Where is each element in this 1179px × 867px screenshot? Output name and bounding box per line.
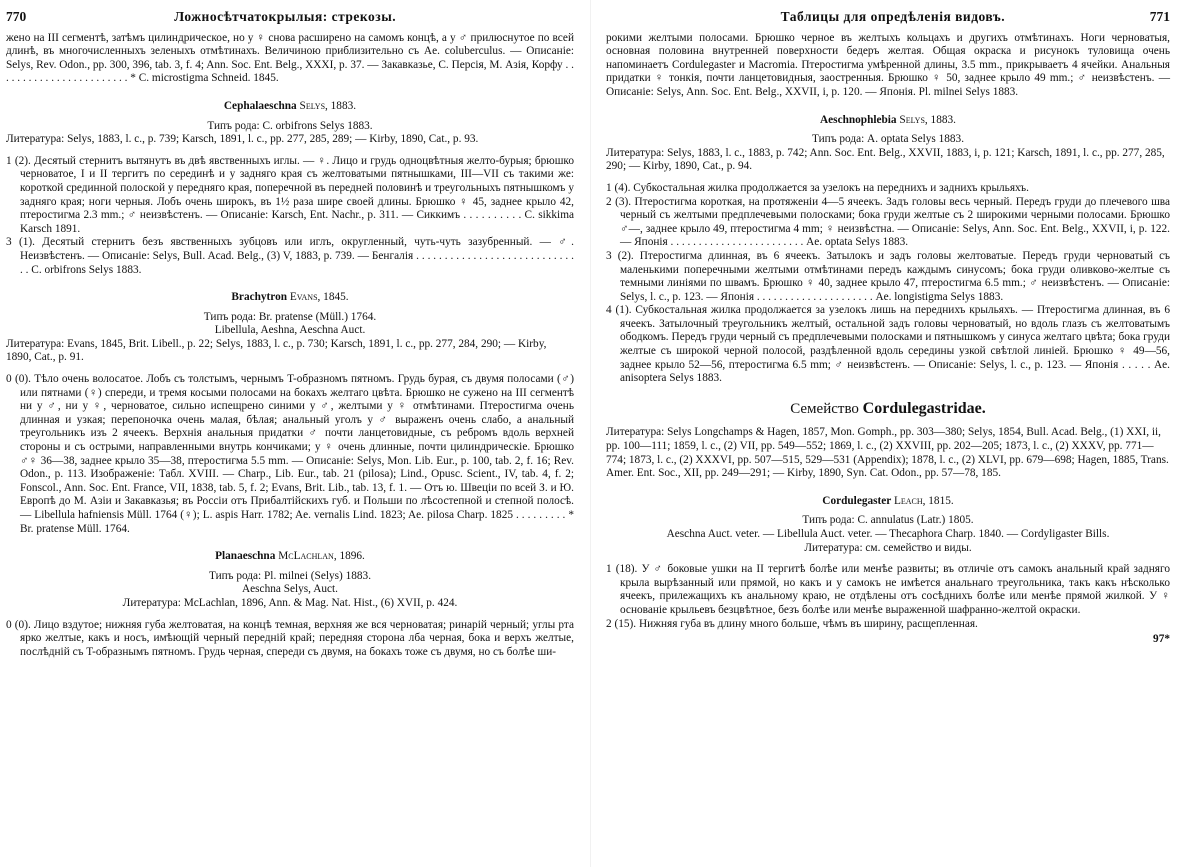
genus-literature: Литература: Selys, 1883, l. c., p. 739; Karsch, 1891, l. c., pp. 277, 285, 289; — Kirby, 1890, Cat., p. 93.	[6, 133, 479, 146]
genus-author: McLachlan, 1896.	[278, 550, 365, 563]
right-intro-text: рокими желтыми полосами. Брюшко черное въ желтыхъ кольцахъ и другихъ отмѣтинахъ. Ноги черноватыя, основная половина внутренней поверхности бедеръ желтая. Общая окраска и рисунокъ туловища очень напоминаетъ Cordulegaster и Macromia. Птеростигма умѣренной длины, 3.5 mm., прикрываетъ 4 ячейки. Анальныя придатки ♀ тонкія, почти ланцетовидныя, заостренныя. Брюшко ♀ 50, заднее крыло 49 mm.; ♂ неизвѣстенъ. — Описаніе: Selys, Ann. Soc. Ent. Belg., XXVII, i, p. 120. — Японія. Pl. milnei Selys 1883.	[606, 31, 1170, 98]
left-running-head	[6, 10, 574, 24]
genus-literature: Литература: см. семейство и виды.	[804, 541, 972, 554]
key-item: 0 (0). Тѣло очень волосатое. Лобъ съ толстымъ, чернымъ T-образномъ пятномъ. Грудь бурая, съ двумя полосами (♂) или пятнами (♀) спереди, и тремя косыми полосами на бокахъ желтаго цвѣта. Брюшко не сужено на III сегментѣ ни у ♂, ни у ♀, черноватое, сильно испещрено синими у ♂, желтыми у ♀ отмѣтинами. Птеростигма очень длинная и узкая; перепоночка очень малая, бѣлая; анальный уголъ у ♂ выраженъ очень слабо, а анальный треугольникъ изъ 2 ячеекъ. Верхнія анальныя придатки ♂ почти ланцетовидные, съ ребромъ вдоль верхней стороны и съ острыми, направленными внутрь кончиками; у ♀ очень длинные, почти цилиндрическіе. Брюшко ♂♀ 36—38, заднее крыло 35—38, птеростигма 5.5 mm. — Описаніе: Selys, Mon. Lib. Eur., p. 100, tab. 2, f. 16; Rev. Odon., p. 113. Изображеніе: Табл. XVIII. — Charp., Lib. Eur., tab. 21 (pilosa); Lind., Opusc. Scient., IV, tab. 4, f. 2; Fonscol., Ann. Soc. Ent. France, VII, 1838, tab. 5, f. 2; Evans, Brit. Lib., tab. 13, f. 1. — Отъ ю. Швеціи по всей З. и Ю. Европѣ до М. Азіи и Закавказья; въ Россіи отъ Прибалтійскихъ губ. и Польши по лѣсостепной и степной полосѣ. — Libellula hafniensis Müll. 1764 (♀); L. aspis Harr. 1782; Ae. vernalis Lind. 1823; Ae. pilosa Charp. 1825 . . . . . . . . . * Br. pratense Müll. 1764.	[6, 373, 574, 535]
left-running-title: Ложносѣтчатокрылыя: стрекозы.	[174, 9, 397, 24]
key-list	[6, 619, 574, 660]
genus-name: Planaeschna	[215, 550, 276, 563]
genus-literature: Литература: McLachlan, 1896, Ann. & Mag. Nat. Hist., (6) XVII, p. 424.	[122, 596, 458, 609]
genus-type: Типъ рода: C. annulatus (Latr.) 1805.	[802, 514, 974, 527]
key-list	[6, 373, 574, 536]
genus-heading	[606, 114, 1170, 128]
genus-type: Типъ рода: Br. pratense (Müll.) 1764.	[203, 310, 377, 323]
genus-name: Brachytron	[231, 291, 288, 304]
page-gutter	[590, 0, 591, 867]
left-page	[6, 6, 574, 659]
genus-type: Типъ рода: A. optata Selys 1883.	[811, 133, 965, 146]
genus-author: Evans, 1845.	[289, 291, 349, 304]
family-literature: Литература: Selys Longchamps & Hagen, 1857, Mon. Gomph., pp. 303—380; Selys, 1854, Bull. Acad. Belg., (1) XXI, ii, pp. 100—111; 1859, l. c., (2) VII, pp. 549—552; 1869, l. c., (2) XXVIII, pp. 202—205; 1873, l. c., (2) XXXV, pp. 771—774; 1873, l. c., (2) XXXVI, pp. 507—515, 529—531 (Appendix); 1878, l. c., (2) XLVI, pp. 679—698; Hagen, 1885, Trans. Amer. Ent. Soc., XII, pp. 249—291; — Kirby, 1890, Syn. Cat. Odon., pp. 57—78, 185.	[606, 426, 1169, 480]
genus-name: Cephalaeschna	[223, 99, 297, 112]
signature-mark: 97*	[1153, 633, 1170, 646]
genus-heading	[6, 550, 574, 564]
genus-heading	[606, 495, 1170, 509]
genus-type: Типъ рода: C. orbifrons Selys 1883.	[207, 119, 373, 132]
key-item: 1 (18). У ♂ боковые ушки на II тергитѣ болѣе или менѣе развиты; въ отличіе отъ самокъ анальный край задняго крыла вырѣзанный или прямой, но какъ и у самокъ не имѣется анальнаго треугольника, такъ какъ нѣсколько ячеекъ, прилежащихъ къ анальному краю, не отдѣлены отъ сосѣднихъ болѣе или менѣе прямой жилкой. У ♀ основаніе крыльевъ безцвѣтное, безъ болѣе или менѣе выраженной шафранно-желтой окраски.	[606, 563, 1170, 616]
genus-literature: Литература: Selys, 1883, l. c., 1883, p. 742; Ann. Soc. Ent. Belg., XXVII, 1883, i, p. 121; Karsch, 1891, l. c., pp. 277, 285, 290; — Kirby, 1890, Cat., p. 94.	[606, 146, 1165, 173]
key-item: 4 (1). Субкостальная жилка продолжается за узелокъ лишь на переднихъ крыльяхъ. — Птеростигма длинная, въ 6 ячеекъ. Затылочный треугольникъ желтый, остальной задъ головы черноватый, но вдоль глазъ съ желтоватымъ ободкомъ. Передъ груди черный съ предплечевыми полосками и пятнышкомъ у синуса желтаго цвѣта; бока груди желтые съ широкой черной полосой, раздѣленной вдоль середины узкой свѣтлой линіей. Брюшко ♀ 49—56, заднее крыло 52—56, птеростигма 6.5 mm; ♂ неизвѣстенъ. — Описаніе: Selys, l. c., p. 123. — Японія . . . . . Ae. anisoptera Selys 1883.	[606, 304, 1170, 385]
key-list	[6, 155, 574, 277]
key-item: 3 (2). Птеростигма длинная, въ 6 ячеекъ. Затылокъ и задъ головы желтоватые. Передъ груди черноватый съ маленькими поперечными желтыми отмѣтинами передъ каждымъ синусомъ; бока груди оливково-желтые съ темными линіями по швамъ. Брюшко ♀ 40, заднее крыло 47, птеростигма 6.5 mm.; ♂ неизвѣстенъ. — Описаніе: Selys, l. c., p. 123. — Японія . . . . . . . . . . . . . . . . . . . . . Ae. longistigma Selys 1883.	[606, 249, 1170, 303]
right-page-number: 771	[1149, 9, 1170, 24]
genus-author: Selys, 1883.	[299, 99, 357, 112]
genus-type: Типъ рода: Pl. milnei (Selys) 1883.	[208, 569, 372, 582]
key-list	[606, 182, 1170, 386]
key-item: 2 (3). Птеростигма короткая, на протяженіи 4—5 ячеекъ. Задъ головы весь черный. Передъ груди до плечевого шва черный съ желтыми предплечевыми полосками; бока груди желтые съ 2 широкими черными полосами. Брюшко ♂—, заднее крыло 49, птеростигма 4 mm; ♀ неизвѣстна. — Описаніе: Selys, Ann. Soc. Ent. Belg., XXVII, i, p. 122. — Японія . . . . . . . . . . . . . . . . . . . . . . . . Ae. optata Selys 1883.	[606, 195, 1170, 249]
right-page	[606, 6, 1170, 647]
key-item: 2 (15). Нижняя губа въ длину много больше, чѣмъ въ ширину, расщепленная.	[606, 617, 978, 630]
genus-heading	[6, 100, 574, 114]
left-intro-text: жено на III сегментѣ, затѣмъ цилиндрическое, но у ♀ снова расширено на самомъ концѣ, а у ♂ прилюснутое по всей длинѣ, въ многочисленныхъ зеленыхъ отмѣтинахъ. Величиною приблизительно съ Ae. coluberculus. — Описаніе: Selys, Rev. Odon., pp. 300, 396, tab. 3, f. 4; Ann. Soc. Ent. Belg., XXXI, p. 37. — Закавказье, С. Персія, М. Азія, Корфу . . . . . . . . . . . . . . . . . . . . . . . . * C. microstigma Schneid. 1845.	[6, 31, 574, 85]
left-page-number: 770	[6, 9, 27, 24]
key-item: 0 (0). Лицо вздутое; нижняя губа желтоватая, на концѣ темная, верхняя же вся черноватая; ринарій черный; углы рта ярко желтые, какъ и носъ, имѣющій черный передній край; передняя сторона лба черная, бока и верхъ желтые, послѣдній съ T-образнымъ пятномъ. Грудь черная, спереди съ двумя, на бокахъ тоже съ двумя, но съ болѣе ши-	[6, 618, 574, 658]
genus-name: Aeschnophlebia	[820, 113, 897, 126]
genus-heading	[6, 291, 574, 305]
genus-name: Cordulegaster	[822, 494, 892, 507]
genus-author: Selys, 1883.	[899, 113, 956, 126]
family-heading	[606, 399, 1170, 417]
key-item: 3 (1). Десятый стернитъ безъ явственныхъ зубцовъ или иглъ, округленный, чуть-чуть зазубренный. — ♂. Неизвѣстенъ. — Описаніе: Selys, Bull. Acad. Belg., (3) V, 1883, p. 739. — Бенгалія . . . . . . . . . . . . . . . . . . . . . . . . . . . . . . C. orbifrons Selys 1883.	[6, 236, 574, 276]
genus-author: Leach, 1815.	[893, 494, 954, 507]
right-running-head	[606, 10, 1170, 24]
key-item: 1 (4). Субкостальная жилка продолжается за узелокъ на переднихъ и заднихъ крыльяхъ.	[606, 181, 1029, 194]
family-name: Cordulegastridae.	[862, 399, 986, 417]
genus-literature: Литература: Evans, 1845, Brit. Libell., p. 22; Selys, 1883, l. c., p. 730; Karsch, 1891, l. c., pp. 277, 284, 290; — Kirby, 1890, Cat., p. 91.	[6, 337, 547, 364]
key-list	[606, 563, 1170, 631]
right-running-title: Таблицы для опредѣленія видовъ.	[780, 9, 1006, 24]
genus-synonyms: Aeschna Selys, Auct.	[241, 583, 338, 596]
genus-synonyms: Libellula, Aeshna, Aeschna Auct.	[214, 324, 366, 337]
genus-synonyms: Aeschna Auct. veter. — Libellula Auct. veter. — Thecaphora Charp. 1840. — Cordyligaster Bills.	[666, 528, 1110, 540]
key-item: 1 (2). Десятый стернитъ вытянутъ въ двѣ явственныхъ иглы. — ♀. Лицо и грудь одноцвѣтныя желто-бурыя; брюшко черноватое, I и II тергитъ по серединѣ и у задняго края съ желтоватыми пятнышками, III—VII съ такими же: короткой срединной полоской у передняго края, поперечной въ передней половинѣ и треугольныхъ пятнышкомъ у задняго края; ноги черныя. Лобъ очень широкъ, въ 1½ раза шире своей длины. Брюшко ♀ 45, заднее крыло 42, птеростигма 2.3 mm.; ♂ неизвѣстенъ. — Описаніе: Karsch, Ent. Nachr., p. 311. — Сиккимъ . . . . . . . . . . C. sikkima Karsch 1891.	[6, 154, 574, 235]
family-prefix: Семейство	[790, 400, 859, 417]
